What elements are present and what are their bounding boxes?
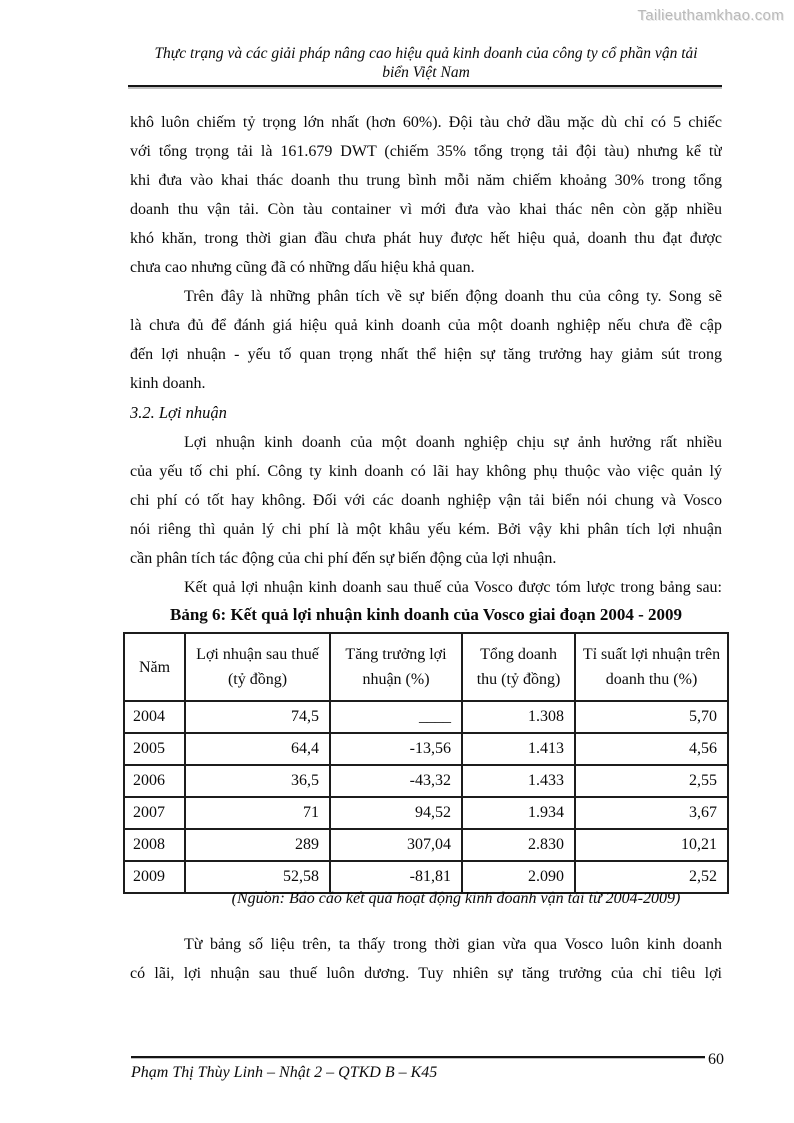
footer-divider-rule bbox=[131, 1056, 705, 1058]
table-cell: -43,32 bbox=[330, 765, 462, 797]
paragraph-line: Lợi nhuận kinh doanh của một doanh nghiệp chịu sự ảnh hưởng rất nhiều bbox=[184, 434, 722, 451]
paragraph-line: là chưa đủ để đánh giá hiệu quả kinh doanh của một doanh nghiệp nếu chưa đề cập bbox=[130, 317, 722, 334]
header-title-line-2: biển Việt Nam bbox=[382, 64, 470, 81]
table-header-cell: Năm bbox=[124, 633, 185, 701]
table-header-cell: Tỉ suất lợi nhuận trên doanh thu (%) bbox=[575, 633, 728, 701]
table-row bbox=[124, 829, 728, 861]
paragraph-line: chi phí có tốt hay không. Đối với các doanh nghiệp vận tải biển nói chung và Vosco bbox=[130, 492, 722, 509]
paragraph-line: Từ bảng số liệu trên, ta thấy trong thời gian vừa qua Vosco luôn kinh doanh bbox=[184, 936, 722, 953]
table-cell: 289 bbox=[185, 829, 330, 861]
paragraph-4 bbox=[130, 573, 722, 602]
table-cell: 2004 bbox=[124, 701, 185, 733]
table-cell: 64,4 bbox=[185, 733, 330, 765]
table-cell: 52,58 bbox=[185, 861, 330, 893]
watermark-text: Tailieuthamkhao.com bbox=[637, 7, 784, 24]
paragraph-line: doanh thu vận tải. Còn tàu container vì mới đưa vào khai thác nên còn gặp nhiều bbox=[130, 201, 722, 218]
table-cell: 2008 bbox=[124, 829, 185, 861]
table-cell: 2009 bbox=[124, 861, 185, 893]
header-divider-rule bbox=[128, 85, 722, 87]
table-cell: 1.934 bbox=[462, 797, 575, 829]
table-cell: 1.433 bbox=[462, 765, 575, 797]
table-cell: 74,5 bbox=[185, 701, 330, 733]
table-cell: 2.830 bbox=[462, 829, 575, 861]
running-header bbox=[100, 44, 752, 82]
table-caption: Bảng 6: Kết quả lợi nhuận kinh doanh của Vosco giai đoạn 2004 - 2009 bbox=[169, 605, 682, 624]
table-cell: 36,5 bbox=[185, 765, 330, 797]
paragraph-line: khi đưa vào khai thác doanh thu trung bình mỗi năm chiếm khoảng 30% trong tổng bbox=[130, 172, 722, 189]
table-cell: -81,81 bbox=[330, 861, 462, 893]
table-source-note: (Nguồn: Báo cáo kết quả hoạt động kinh doanh vận tải từ 2004-2009) bbox=[231, 890, 681, 907]
header-title-line-1: Thực trạng và các giải pháp nâng cao hiệu quả kinh doanh của công ty cổ phần vận tải bbox=[154, 45, 698, 62]
paragraph-5 bbox=[130, 930, 722, 988]
table-cell: 10,21 bbox=[575, 829, 728, 861]
table-cell: 307,04 bbox=[330, 829, 462, 861]
section-heading-3-2: 3.2. Lợi nhuận bbox=[130, 403, 227, 422]
table-cell: 2,55 bbox=[575, 765, 728, 797]
footer-author: Phạm Thị Thùy Linh – Nhật 2 – QTKD B – K45 bbox=[131, 1064, 438, 1081]
table-cell: 1.413 bbox=[462, 733, 575, 765]
table-cell: 2005 bbox=[124, 733, 185, 765]
table-cell: 71 bbox=[185, 797, 330, 829]
table-cell: 3,67 bbox=[575, 797, 728, 829]
paragraph-line: kinh doanh. bbox=[130, 375, 206, 392]
table-cell: 4,56 bbox=[575, 733, 728, 765]
paragraph-line: cần phân tích tác động của chi phí đến sự biến động của lợi nhuận. bbox=[130, 550, 557, 567]
paragraph-2 bbox=[130, 282, 722, 398]
table-header-cell: Lợi nhuận sau thuế (tỷ đồng) bbox=[185, 633, 330, 701]
table-row bbox=[124, 797, 728, 829]
paragraph-line: đến lợi nhuận - yếu tố quan trọng nhất thể hiện sự tăng trưởng hay giảm sút trong bbox=[130, 346, 722, 363]
table-header-row bbox=[124, 633, 728, 701]
paragraph-line: khô luôn chiếm tỷ trọng lớn nhất (hơn 60%). Đội tàu chở dầu mặc dù chỉ có 5 chiếc bbox=[130, 114, 722, 131]
table-row bbox=[124, 701, 728, 733]
paragraph-line: của yếu tố chi phí. Công ty kinh doanh có lãi hay không phụ thuộc vào việc quản lý bbox=[130, 463, 722, 480]
table-cell: 2006 bbox=[124, 765, 185, 797]
paragraph-line: chưa cao nhưng cũng đã có những dấu hiệu khả quan. bbox=[130, 259, 475, 276]
table-cell: 2.090 bbox=[462, 861, 575, 893]
paragraph-line: có lãi, lợi nhuận sau thuế luôn dương. Tuy nhiên sự tăng trưởng của chỉ tiêu lợi bbox=[130, 965, 722, 982]
paragraph-line: khó khăn, trong thời gian đầu chưa phát huy được hết hiệu quả, doanh thu đạt được bbox=[130, 230, 722, 247]
table-cell: 5,70 bbox=[575, 701, 728, 733]
table-cell: 94,52 bbox=[330, 797, 462, 829]
paragraph-line: Trên đây là những phân tích về sự biến động doanh thu của công ty. Song sẽ bbox=[184, 288, 722, 305]
table-cell: -13,56 bbox=[330, 733, 462, 765]
paragraph-line: Kết quả lợi nhuận kinh doanh sau thuế của Vosco được tóm lược trong bảng sau: bbox=[184, 579, 722, 596]
table-cell: 2007 bbox=[124, 797, 185, 829]
table-row bbox=[124, 765, 728, 797]
paragraph-line: với tổng trọng tải là 161.679 DWT (chiếm 35% tổng trọng tải đội tàu) nhưng kể từ bbox=[130, 143, 722, 160]
table-cell: ____ bbox=[330, 701, 462, 733]
paragraph-line: nói riêng thì quản lý chi phí là một khâu yếu kém. Bởi vậy khi phân tích lợi nhuận bbox=[130, 521, 722, 538]
table-cell: 1.308 bbox=[462, 701, 575, 733]
page-number: 60 bbox=[708, 1051, 724, 1068]
profit-table bbox=[123, 632, 729, 894]
paragraph-3 bbox=[130, 428, 722, 573]
table-header-cell: Tăng trưởng lợi nhuận (%) bbox=[330, 633, 462, 701]
table-header-cell: Tổng doanh thu (tỷ đồng) bbox=[462, 633, 575, 701]
table-cell: 2,52 bbox=[575, 861, 728, 893]
table-row bbox=[124, 733, 728, 765]
paragraph-1 bbox=[130, 108, 722, 282]
